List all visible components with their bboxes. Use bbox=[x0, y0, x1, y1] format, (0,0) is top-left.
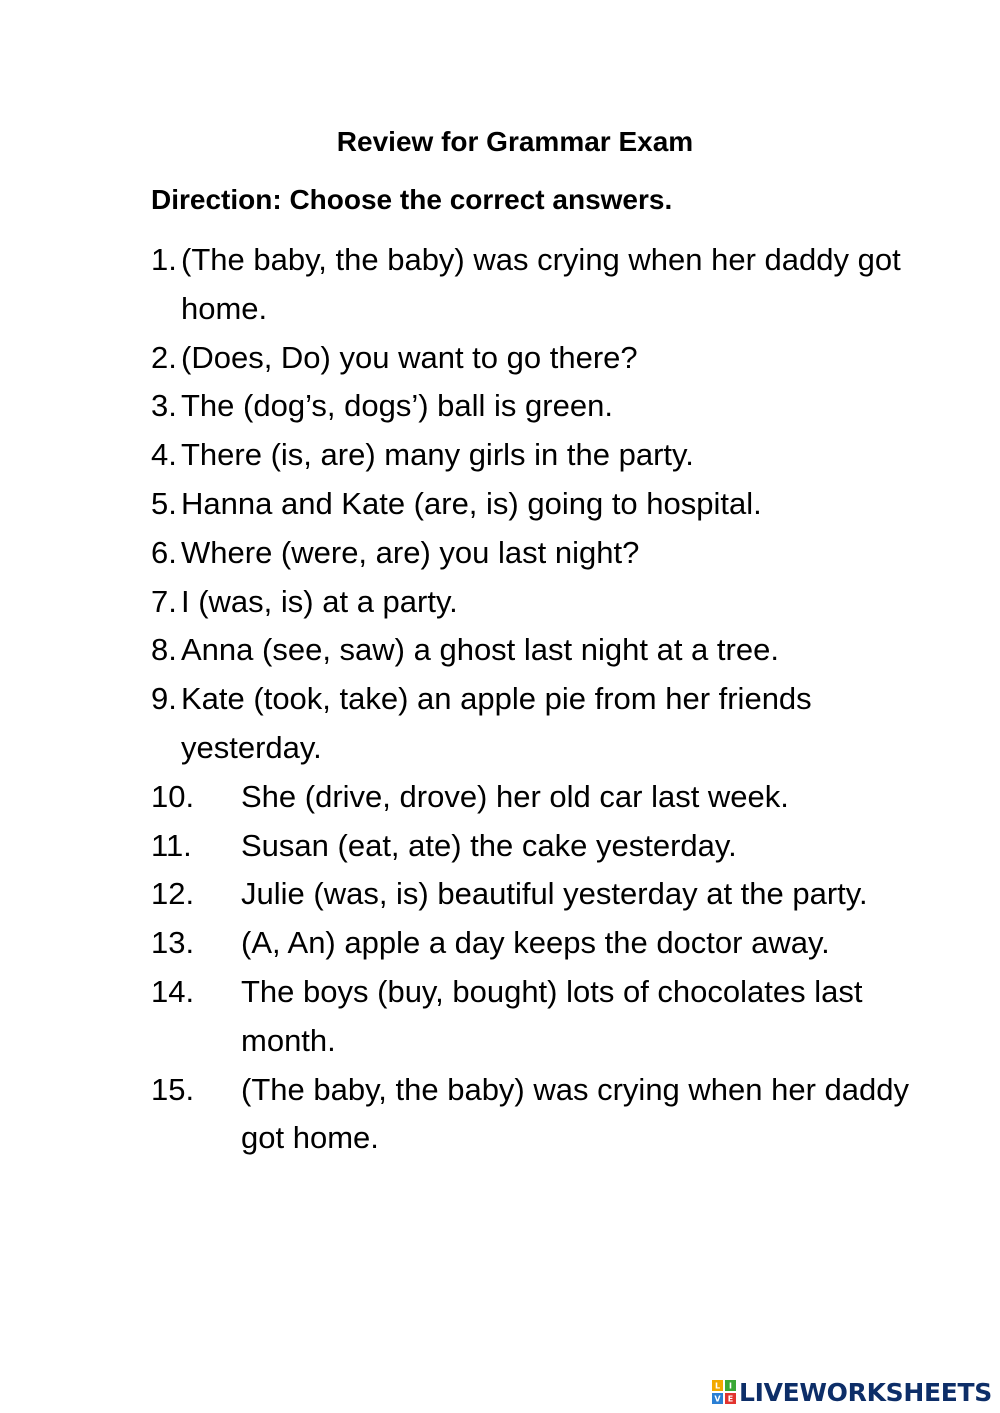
question-item bbox=[151, 870, 931, 919]
question-text: Julie (was, is) beautiful yesterday at the party. bbox=[241, 876, 868, 912]
question-text: The (dog’s, dogs’) ball is green. bbox=[181, 388, 613, 424]
question-item bbox=[151, 773, 931, 822]
directions: Direction: Choose the correct answers. bbox=[151, 184, 673, 215]
liveworksheets-watermark bbox=[712, 1377, 992, 1407]
question-text: Hanna and Kate (are, is) going to hospital. bbox=[181, 485, 762, 521]
question-number: 12. bbox=[151, 876, 195, 912]
question-text: (Does, Do) you want to go there? bbox=[181, 339, 638, 375]
question-text: Where (were, are) you last night? bbox=[181, 534, 640, 570]
logo-letter: L bbox=[714, 1381, 720, 1391]
question-item bbox=[151, 1066, 931, 1164]
logo-letter: E bbox=[727, 1394, 734, 1404]
question-text: There (is, are) many girls in the party. bbox=[181, 437, 694, 473]
question-number: 2. bbox=[151, 339, 177, 375]
logo-letter: I bbox=[728, 1381, 732, 1391]
question-number: 1. bbox=[151, 242, 177, 277]
question-number: 11. bbox=[151, 827, 192, 863]
liveworksheets-logo-icon bbox=[712, 1380, 736, 1404]
question-number: 3. bbox=[151, 388, 177, 424]
question-list bbox=[151, 236, 931, 1163]
question-text: The boys (buy, bought) lots of chocolates last month. bbox=[241, 973, 863, 1058]
question-text: (A, An) apple a day keeps the doctor away. bbox=[241, 925, 830, 961]
question-item bbox=[151, 675, 931, 773]
question-text: She (drive, drove) her old car last week. bbox=[241, 778, 789, 814]
question-text: Anna (see, saw) a ghost last night at a tree. bbox=[181, 632, 779, 668]
question-number: 14. bbox=[151, 973, 195, 1009]
question-number: 9. bbox=[151, 681, 177, 717]
question-text: I (was, is) at a party. bbox=[181, 583, 458, 619]
question-number: 6. bbox=[151, 534, 177, 570]
question-item bbox=[151, 480, 931, 529]
question-number: 8. bbox=[151, 632, 177, 668]
question-item bbox=[151, 578, 931, 627]
question-text: Susan (eat, ate) the cake yesterday. bbox=[241, 827, 737, 863]
question-text: (The baby, the baby) was crying when her daddy got home. bbox=[181, 242, 901, 326]
question-number: 15. bbox=[151, 1071, 195, 1107]
question-item bbox=[151, 919, 931, 968]
question-number: 7. bbox=[151, 583, 177, 619]
logo-letter: V bbox=[714, 1394, 721, 1404]
question-text: Kate (took, take) an apple pie from her friends yesterday. bbox=[181, 681, 812, 765]
worksheet-title: Review for Grammar Exam bbox=[336, 126, 694, 157]
question-item bbox=[151, 968, 931, 1066]
question-number: 10. bbox=[151, 778, 195, 814]
question-item bbox=[151, 529, 931, 578]
question-item bbox=[151, 334, 931, 383]
question-text: (The baby, the baby) was crying when her daddy got home. bbox=[241, 1071, 910, 1156]
question-number: 13. bbox=[151, 925, 195, 961]
watermark-text: LIVEWORKSHEETS bbox=[738, 1377, 992, 1407]
question-item bbox=[151, 236, 931, 334]
question-item bbox=[151, 382, 931, 431]
question-number: 4. bbox=[151, 437, 177, 473]
question-item bbox=[151, 431, 931, 480]
question-item bbox=[151, 822, 931, 871]
question-number: 5. bbox=[151, 485, 177, 521]
question-item bbox=[151, 626, 931, 675]
